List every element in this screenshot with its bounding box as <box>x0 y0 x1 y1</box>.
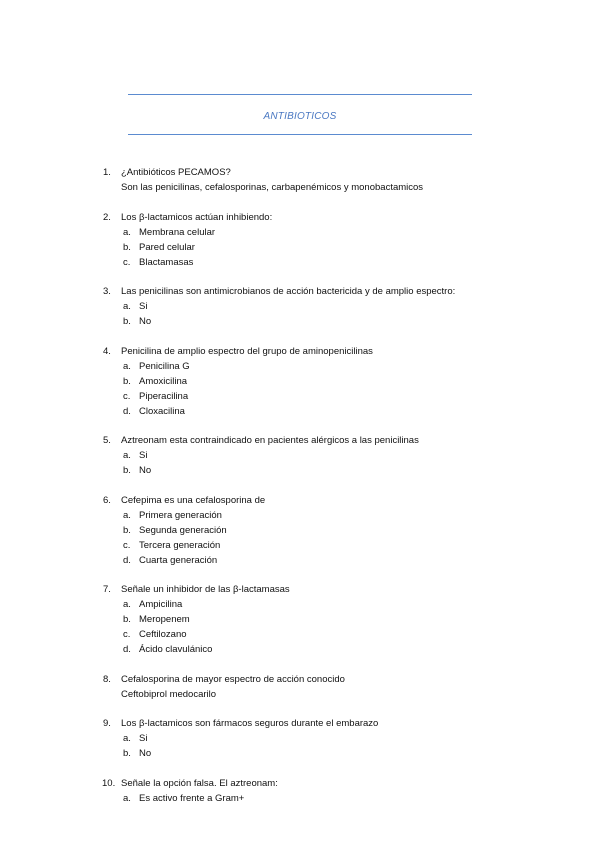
option-letter: d. <box>123 405 131 417</box>
option-text: Meropenem <box>139 614 190 625</box>
option-text: Membrana celular <box>139 226 216 238</box>
document-title: ANTIBIOTICOS <box>263 111 337 122</box>
option-letter: c. <box>123 629 131 640</box>
option-list <box>121 359 503 419</box>
question-number: 4. <box>103 345 111 357</box>
option-text: Amoxicilina <box>139 375 188 387</box>
question-number: 2. <box>103 211 111 223</box>
option-text: Si <box>139 301 148 312</box>
question-text: Señale la opción falsa. El aztreonam: <box>121 777 278 789</box>
option-letter: b. <box>123 614 131 625</box>
question-answer: Son las penicilinas, cefalosporinas, carbapenémicos y monobactamicos <box>121 182 424 193</box>
option-text: Piperacilina <box>139 390 189 402</box>
option-item <box>121 389 503 404</box>
question-text: Los β-lactamicos actúan inhibiendo: <box>121 211 273 223</box>
question-item <box>103 210 503 270</box>
option-text: No <box>139 748 152 759</box>
title-rule-bottom <box>128 134 472 135</box>
option-letter: a. <box>123 733 131 744</box>
option-item <box>121 255 503 270</box>
option-letter: c. <box>123 390 131 402</box>
option-text: Pared celular <box>139 241 195 253</box>
option-letter: d. <box>123 644 131 655</box>
question-item <box>103 672 503 702</box>
option-item <box>121 746 503 761</box>
question-text: Señale un inhibidor de las β-lactamasas <box>121 584 290 595</box>
option-letter: b. <box>123 524 131 536</box>
option-item <box>121 240 503 255</box>
option-item <box>121 314 503 329</box>
option-item <box>121 553 503 568</box>
question-text: Cefalosporina de mayor espectro de acción conocido <box>121 673 345 685</box>
option-letter: a. <box>123 792 131 804</box>
question-item <box>103 165 503 195</box>
option-item <box>121 448 503 463</box>
question-list <box>103 165 503 820</box>
option-text: No <box>139 465 152 476</box>
option-letter: b. <box>123 241 131 253</box>
option-item <box>121 374 503 389</box>
option-text: Cuarta generación <box>139 554 218 566</box>
option-item <box>121 225 503 240</box>
question-number: 1. <box>103 167 111 178</box>
option-item <box>121 612 503 627</box>
question-number: 7. <box>103 584 111 595</box>
option-text: Es activo frente a Gram+ <box>139 792 245 804</box>
option-item <box>121 404 503 419</box>
option-text: Blactamasas <box>139 256 194 268</box>
question-number: 3. <box>103 286 111 297</box>
option-text: Ácido clavulánico <box>139 644 213 655</box>
question-item <box>103 716 503 761</box>
option-list <box>121 225 503 270</box>
question-text: Cefepima es una cefalosporina de <box>121 494 266 506</box>
question-item <box>103 284 503 329</box>
option-list <box>121 508 503 568</box>
option-text: No <box>139 316 152 327</box>
question-item <box>103 344 503 419</box>
option-letter: a. <box>123 301 131 312</box>
question-number: 6. <box>103 494 111 506</box>
title-rule-top <box>128 94 472 95</box>
option-text: Primera generación <box>139 509 222 521</box>
option-list <box>121 731 503 761</box>
question-number: 5. <box>103 435 111 446</box>
option-text: Penicilina G <box>139 360 190 372</box>
question-text: Aztreonam esta contraindicado en pacientes alérgicos a las penicilinas <box>121 435 419 446</box>
option-list <box>121 791 503 806</box>
option-item <box>121 508 503 523</box>
option-list <box>121 597 503 657</box>
question-number: 10. <box>102 777 116 789</box>
question-answer: Ceftobiprol medocarilo <box>121 688 217 700</box>
option-letter: a. <box>123 509 131 521</box>
option-letter: c. <box>123 539 131 551</box>
option-item <box>121 523 503 538</box>
question-item <box>103 582 503 657</box>
option-text: Tercera generación <box>139 539 221 551</box>
option-text: Si <box>139 733 148 744</box>
option-letter: b. <box>123 375 131 387</box>
question-text: Las penicilinas son antimicrobianos de acción bactericida y de amplio espectro: <box>121 286 456 297</box>
option-text: Ceftilozano <box>139 629 187 640</box>
option-text: Si <box>139 450 148 461</box>
option-list <box>121 299 503 329</box>
option-text: Segunda generación <box>139 524 227 536</box>
question-number: 9. <box>103 718 111 729</box>
option-letter: a. <box>123 599 131 610</box>
option-letter: b. <box>123 748 131 759</box>
question-text: Los β-lactamicos son fármacos seguros durante el embarazo <box>121 718 379 729</box>
option-item <box>121 791 503 806</box>
option-item <box>121 731 503 746</box>
option-item <box>121 359 503 374</box>
option-list <box>121 448 503 478</box>
option-item <box>121 642 503 657</box>
option-text: Cloxacilina <box>139 405 185 417</box>
question-item <box>103 433 503 478</box>
option-letter: d. <box>123 554 131 566</box>
option-letter: c. <box>123 256 131 268</box>
option-letter: a. <box>123 450 131 461</box>
option-item <box>121 627 503 642</box>
option-item <box>121 538 503 553</box>
option-letter: a. <box>123 226 131 238</box>
question-text: ¿Antibióticos PECAMOS? <box>121 167 231 178</box>
question-number: 8. <box>103 673 111 685</box>
question-text: Penicilina de amplio espectro del grupo de aminopenicilinas <box>121 345 373 357</box>
option-item <box>121 299 503 314</box>
option-text: Ampicilina <box>139 599 183 610</box>
option-letter: b. <box>123 465 131 476</box>
option-item <box>121 463 503 478</box>
option-letter: a. <box>123 360 131 372</box>
option-item <box>121 597 503 612</box>
question-item <box>103 776 503 806</box>
question-item <box>103 493 503 568</box>
option-letter: b. <box>123 316 131 327</box>
